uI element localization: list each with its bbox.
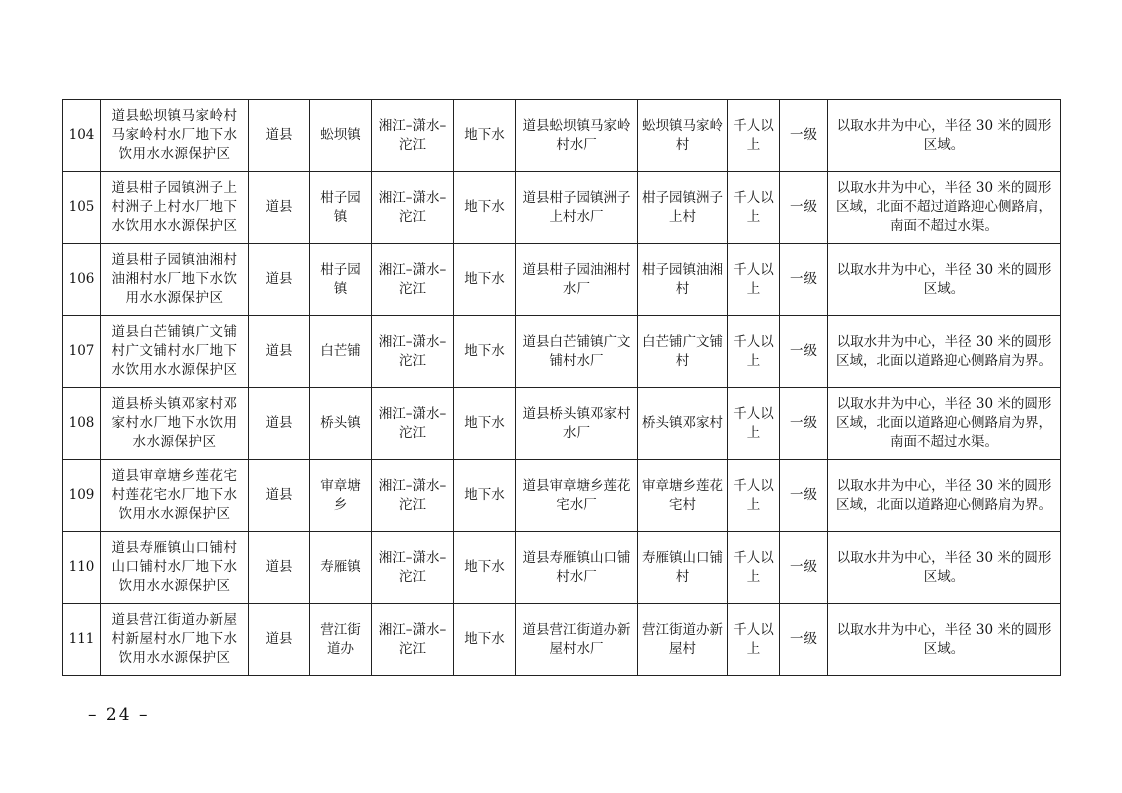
water-plant-cell: 道县营江街道办新屋村水厂 — [516, 604, 638, 676]
table-body — [63, 100, 1061, 676]
county-cell: 道县 — [249, 244, 310, 316]
row-number: 108 — [63, 388, 101, 460]
protection-level-cell: 一级 — [780, 532, 828, 604]
protection-level-cell: 一级 — [780, 244, 828, 316]
protection-scope-cell: 以取水井为中心，半径 30 米的圆形区域，北面以道路迎心侧路肩为界，南面不超过水渠。 — [828, 388, 1061, 460]
water-plant-cell: 道县白芒铺镇广文铺村水厂 — [516, 316, 638, 388]
village-cell: 柑子园镇油湘村 — [638, 244, 728, 316]
county-cell: 道县 — [249, 604, 310, 676]
county-cell: 道县 — [249, 460, 310, 532]
protection-area-name: 道县审章塘乡莲花宅村莲花宅水厂地下水饮用水水源保护区 — [101, 460, 249, 532]
page-number: – 24 – — [88, 705, 150, 725]
basin-cell: 湘江–潇水–沱江 — [372, 388, 454, 460]
town-cell: 白芒铺 — [310, 316, 372, 388]
town-cell: 柑子园镇 — [310, 172, 372, 244]
source-type-cell: 地下水 — [454, 100, 516, 172]
protection-area-name: 道县柑子园镇洲子上村洲子上村水厂地下水饮用水水源保护区 — [101, 172, 249, 244]
scale-cell: 千人以上 — [728, 532, 780, 604]
table-row — [63, 388, 1061, 460]
row-number: 110 — [63, 532, 101, 604]
protection-level-cell: 一级 — [780, 316, 828, 388]
scale-cell: 千人以上 — [728, 388, 780, 460]
table-row — [63, 316, 1061, 388]
source-type-cell: 地下水 — [454, 316, 516, 388]
water-plant-cell: 道县寿雁镇山口铺村水厂 — [516, 532, 638, 604]
protection-scope-cell: 以取水井为中心，半径 30 米的圆形区域，北面不超过道路迎心侧路肩，南面不超过水渠。 — [828, 172, 1061, 244]
row-number: 104 — [63, 100, 101, 172]
table-row — [63, 460, 1061, 532]
scale-cell: 千人以上 — [728, 460, 780, 532]
basin-cell: 湘江–潇水–沱江 — [372, 100, 454, 172]
village-cell: 柑子园镇洲子上村 — [638, 172, 728, 244]
county-cell: 道县 — [249, 172, 310, 244]
basin-cell: 湘江–潇水–沱江 — [372, 604, 454, 676]
protection-scope-cell: 以取水井为中心，半径 30 米的圆形区域，北面以道路迎心侧路肩为界。 — [828, 460, 1061, 532]
protection-area-name: 道县桥头镇邓家村邓家村水厂地下水饮用水水源保护区 — [101, 388, 249, 460]
protection-area-name: 道县柑子园镇油湘村油湘村水厂地下水饮用水水源保护区 — [101, 244, 249, 316]
row-number: 107 — [63, 316, 101, 388]
water-plant-cell: 道县桥头镇邓家村水厂 — [516, 388, 638, 460]
town-cell: 营江街道办 — [310, 604, 372, 676]
protection-scope-cell: 以取水井为中心，半径 30 米的圆形区域，北面以道路迎心侧路肩为界。 — [828, 316, 1061, 388]
table-row — [63, 244, 1061, 316]
source-type-cell: 地下水 — [454, 388, 516, 460]
water-plant-cell: 道县柑子园镇洲子上村水厂 — [516, 172, 638, 244]
source-type-cell: 地下水 — [454, 172, 516, 244]
village-cell: 蚣坝镇马家岭村 — [638, 100, 728, 172]
town-cell: 桥头镇 — [310, 388, 372, 460]
protection-area-name: 道县白芒铺镇广文铺村广文铺村水厂地下水饮用水水源保护区 — [101, 316, 249, 388]
table-row — [63, 172, 1061, 244]
basin-cell: 湘江–潇水–沱江 — [372, 316, 454, 388]
protection-area-name: 道县寿雁镇山口铺村山口铺村水厂地下水饮用水水源保护区 — [101, 532, 249, 604]
village-cell: 营江街道办新屋村 — [638, 604, 728, 676]
protection-area-name: 道县营江街道办新屋村新屋村水厂地下水饮用水水源保护区 — [101, 604, 249, 676]
row-number: 109 — [63, 460, 101, 532]
row-number: 111 — [63, 604, 101, 676]
county-cell: 道县 — [249, 532, 310, 604]
town-cell: 审章塘乡 — [310, 460, 372, 532]
scale-cell: 千人以上 — [728, 100, 780, 172]
protection-level-cell: 一级 — [780, 100, 828, 172]
protection-scope-cell: 以取水井为中心，半径 30 米的圆形区域。 — [828, 244, 1061, 316]
basin-cell: 湘江–潇水–沱江 — [372, 244, 454, 316]
village-cell: 审章塘乡莲花宅村 — [638, 460, 728, 532]
table-row — [63, 532, 1061, 604]
scale-cell: 千人以上 — [728, 316, 780, 388]
protection-area-name: 道县蚣坝镇马家岭村马家岭村水厂地下水饮用水水源保护区 — [101, 100, 249, 172]
village-cell: 寿雁镇山口铺村 — [638, 532, 728, 604]
village-cell: 白芒铺广文铺村 — [638, 316, 728, 388]
scale-cell: 千人以上 — [728, 172, 780, 244]
protection-level-cell: 一级 — [780, 604, 828, 676]
town-cell: 寿雁镇 — [310, 532, 372, 604]
protection-level-cell: 一级 — [780, 460, 828, 532]
water-plant-cell: 道县柑子园油湘村水厂 — [516, 244, 638, 316]
table-row — [63, 100, 1061, 172]
source-type-cell: 地下水 — [454, 604, 516, 676]
basin-cell: 湘江–潇水–沱江 — [372, 460, 454, 532]
source-type-cell: 地下水 — [454, 532, 516, 604]
town-cell: 蚣坝镇 — [310, 100, 372, 172]
scale-cell: 千人以上 — [728, 244, 780, 316]
town-cell: 柑子园镇 — [310, 244, 372, 316]
village-cell: 桥头镇邓家村 — [638, 388, 728, 460]
protection-scope-cell: 以取水井为中心，半径 30 米的圆形区域。 — [828, 532, 1061, 604]
protection-scope-cell: 以取水井为中心，半径 30 米的圆形区域。 — [828, 100, 1061, 172]
water-plant-cell: 道县审章塘乡莲花宅水厂 — [516, 460, 638, 532]
county-cell: 道县 — [249, 388, 310, 460]
protection-level-cell: 一级 — [780, 172, 828, 244]
source-type-cell: 地下水 — [454, 460, 516, 532]
basin-cell: 湘江–潇水–沱江 — [372, 172, 454, 244]
scale-cell: 千人以上 — [728, 604, 780, 676]
water-plant-cell: 道县蚣坝镇马家岭村水厂 — [516, 100, 638, 172]
source-type-cell: 地下水 — [454, 244, 516, 316]
table-row — [63, 604, 1061, 676]
county-cell: 道县 — [249, 316, 310, 388]
basin-cell: 湘江–潇水–沱江 — [372, 532, 454, 604]
row-number: 105 — [63, 172, 101, 244]
county-cell: 道县 — [249, 100, 310, 172]
water-source-protection-table — [62, 99, 1061, 676]
protection-scope-cell: 以取水井为中心，半径 30 米的圆形区域。 — [828, 604, 1061, 676]
row-number: 106 — [63, 244, 101, 316]
protection-level-cell: 一级 — [780, 388, 828, 460]
